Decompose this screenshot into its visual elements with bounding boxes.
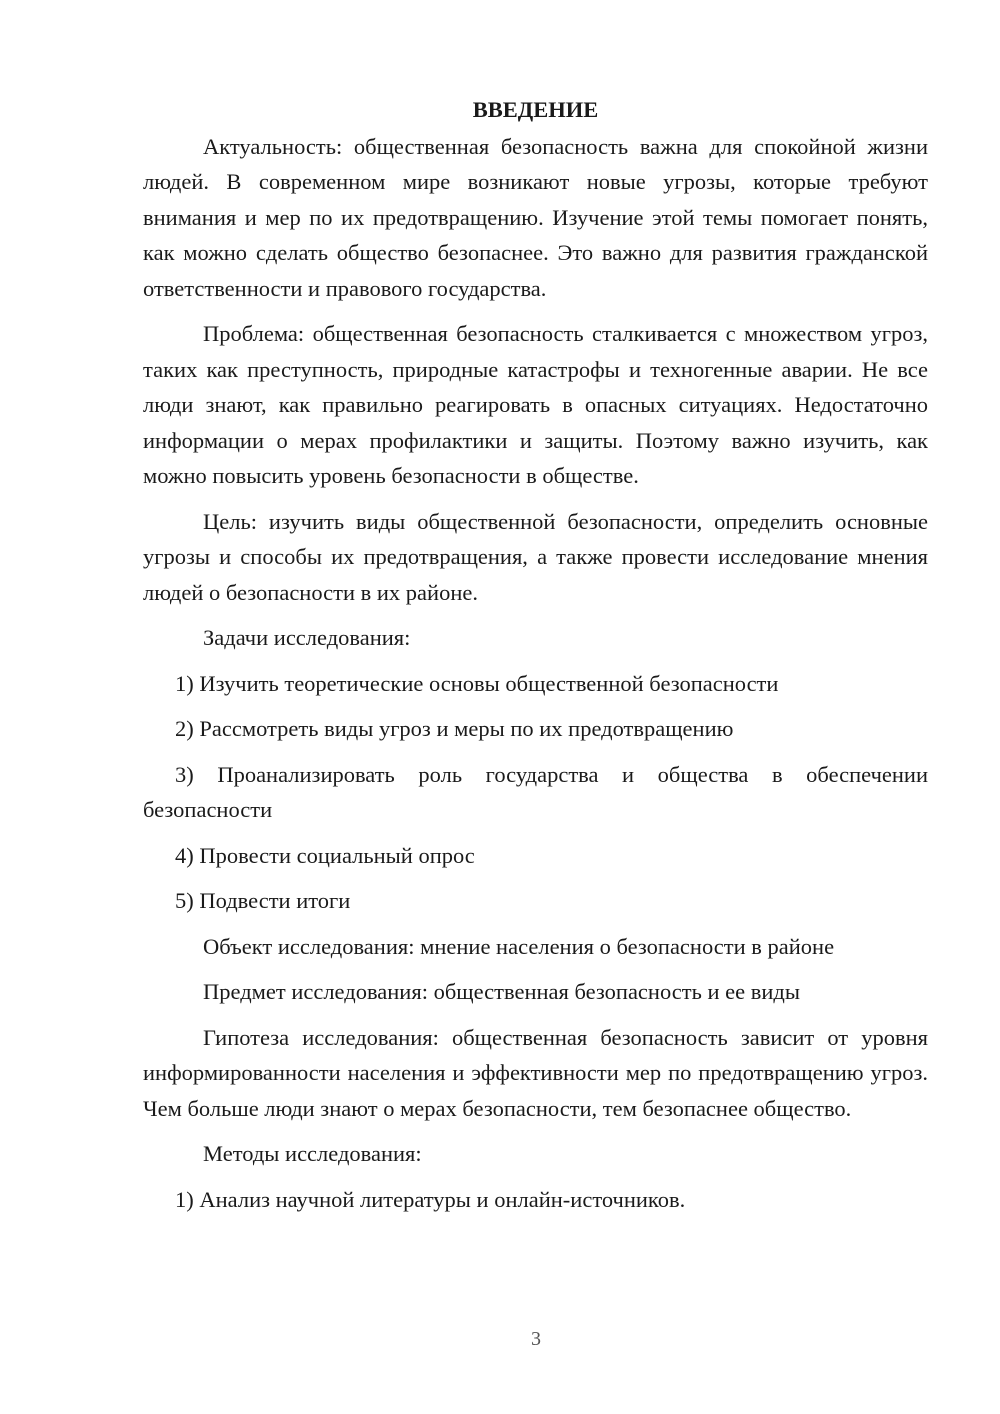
object-line: Объект исследования: мнение населения о безопасности в районе — [203, 933, 835, 959]
relevance-paragraph: Актуальность: общественная безопасность важна для спокойной жизни людей. В современном мире возникают новые угрозы, которые требуют внимания и мер по их предотвращению. Изучение этой темы помогает понять, как можно сделать общество безопаснее. Это важно для развития гражданской ответственности и правового государства. — [143, 133, 928, 301]
hypothesis-paragraph: Гипотеза исследования: общественная безопасность зависит от уровня информированности населения и эффективности мер по предотвращению угроз. Чем больше люди знают о мерах безопасности, тем безопаснее общество. — [143, 1024, 928, 1121]
task-item: 2) Рассмотреть виды угроз и меры по их предотвращению — [175, 716, 734, 741]
task-item: 4) Провести социальный опрос — [175, 842, 475, 868]
task-item: 3) Проанализировать роль государства и общества в обеспечении безопасности — [143, 761, 928, 822]
method-item: 1) Анализ научной литературы и онлайн-источников. — [175, 1186, 686, 1212]
subject-line: Предмет исследования: общественная безопасность и ее виды — [203, 979, 800, 1004]
tasks-heading: Задачи исследования: — [203, 625, 411, 650]
page-number: 3 — [531, 1328, 541, 1350]
section-heading: ВВЕДЕНИЕ — [472, 97, 599, 122]
page-content — [143, 92, 928, 1227]
problem-paragraph: Проблема: общественная безопасность сталкивается с множеством угроз, таких как преступность, природные катастрофы и техногенные аварии. Не все люди знают, как правильно реагировать в опасных ситуациях. Недостаточно информации о мерах профилактики и защиты. Поэтому важно изучить, как можно повысить уровень безопасности в обществе. — [143, 321, 928, 488]
task-item: 1) Изучить теоретические основы общественной безопасности — [175, 670, 779, 696]
task-item: 5) Подвести итоги — [175, 888, 351, 913]
goal-paragraph: Цель: изучить виды общественной безопасности, определить основные угрозы и способы их предотвращения, а также провести исследование мнения людей о безопасности в их районе. — [143, 508, 928, 605]
methods-heading: Методы исследования: — [203, 1141, 422, 1166]
